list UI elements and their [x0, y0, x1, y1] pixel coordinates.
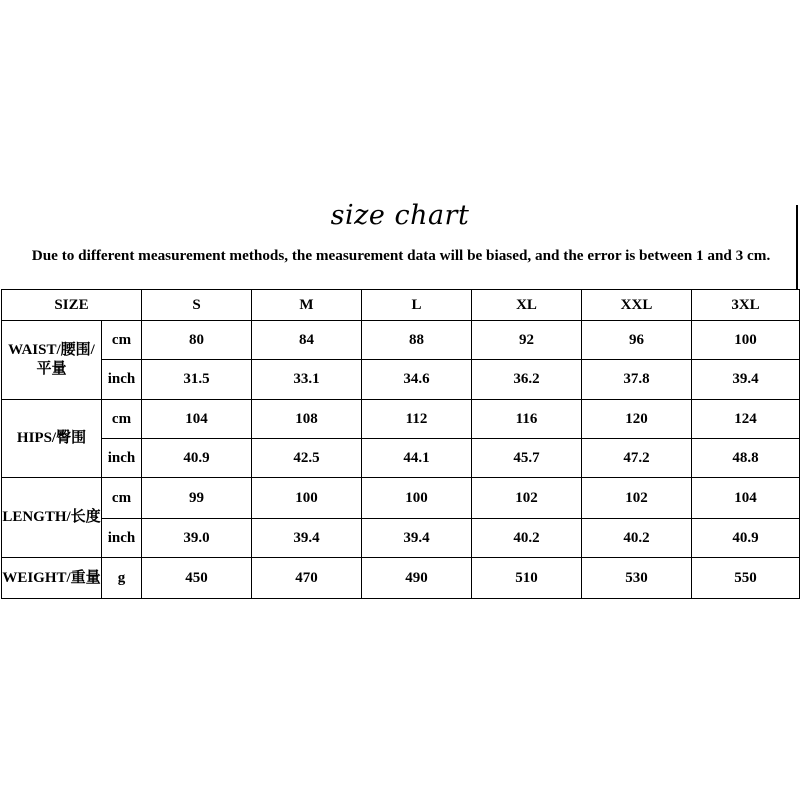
table-cell: 102: [472, 478, 582, 519]
table-cell: 80: [142, 321, 252, 360]
table-cell: 33.1: [252, 360, 362, 400]
unit-label: inch: [102, 439, 142, 478]
size-column-header: L: [362, 290, 472, 321]
table-cell: 490: [362, 558, 472, 599]
table-cell: 510: [472, 558, 582, 599]
table-cell: 34.6: [362, 360, 472, 400]
table-cell: 100: [252, 478, 362, 519]
table-cell: 530: [582, 558, 692, 599]
size-header: SIZE: [2, 290, 142, 321]
table-cell: 48.8: [692, 439, 800, 478]
table-cell: 45.7: [472, 439, 582, 478]
table-cell: 40.2: [472, 519, 582, 558]
table-cell: 40.2: [582, 519, 692, 558]
table-row: [2, 478, 800, 519]
unit-label: g: [102, 558, 142, 599]
table-row: [2, 558, 800, 599]
table-cell: 450: [142, 558, 252, 599]
unit-label: cm: [102, 400, 142, 439]
size-column-header: M: [252, 290, 362, 321]
table-cell: 550: [692, 558, 800, 599]
table-cell: 124: [692, 400, 800, 439]
table-cell: 44.1: [362, 439, 472, 478]
table-cell: 112: [362, 400, 472, 439]
unit-label: cm: [102, 321, 142, 360]
size-column-header: S: [142, 290, 252, 321]
table-row: [2, 360, 800, 400]
table-cell: 40.9: [142, 439, 252, 478]
table-row: [2, 519, 800, 558]
table-cell: 100: [692, 321, 800, 360]
table-row: [2, 400, 800, 439]
frame-border: [796, 205, 798, 290]
table-cell: 102: [582, 478, 692, 519]
table-cell: 108: [252, 400, 362, 439]
table-cell: 92: [472, 321, 582, 360]
size-table: [1, 289, 800, 599]
measurement-note: Due to different measurement methods, the measurement data will be biased, and the error is between 1 and 3 cm.: [31, 247, 771, 264]
table-cell: 120: [582, 400, 692, 439]
table-cell: 116: [472, 400, 582, 439]
table-cell: 470: [252, 558, 362, 599]
table-cell: 37.8: [582, 360, 692, 400]
table-cell: 84: [252, 321, 362, 360]
table-cell: 39.0: [142, 519, 252, 558]
unit-label: inch: [102, 519, 142, 558]
table-cell: 47.2: [582, 439, 692, 478]
measure-label-length: LENGTH/长度: [2, 478, 102, 558]
table-cell: 39.4: [252, 519, 362, 558]
table-cell: 40.9: [692, 519, 800, 558]
table-cell: 31.5: [142, 360, 252, 400]
size-column-header: 3XL: [692, 290, 800, 321]
measure-label-waist: WAIST/腰围/平量: [2, 321, 102, 400]
size-column-header: XXL: [582, 290, 692, 321]
measure-label-hips: HIPS/臀围: [2, 400, 102, 478]
table-cell: 42.5: [252, 439, 362, 478]
unit-label: cm: [102, 478, 142, 519]
table-cell: 104: [142, 400, 252, 439]
size-chart-title: size chart: [330, 200, 470, 231]
table-cell: 39.4: [692, 360, 800, 400]
table-cell: 104: [692, 478, 800, 519]
measure-label-weight: WEIGHT/重量: [2, 558, 102, 599]
size-column-header: XL: [472, 290, 582, 321]
table-cell: 88: [362, 321, 472, 360]
table-header-row: [2, 290, 800, 321]
table-cell: 99: [142, 478, 252, 519]
table-cell: 96: [582, 321, 692, 360]
table-row: [2, 439, 800, 478]
unit-label: inch: [102, 360, 142, 400]
table-cell: 36.2: [472, 360, 582, 400]
table-row: [2, 321, 800, 360]
table-cell: 100: [362, 478, 472, 519]
table-cell: 39.4: [362, 519, 472, 558]
